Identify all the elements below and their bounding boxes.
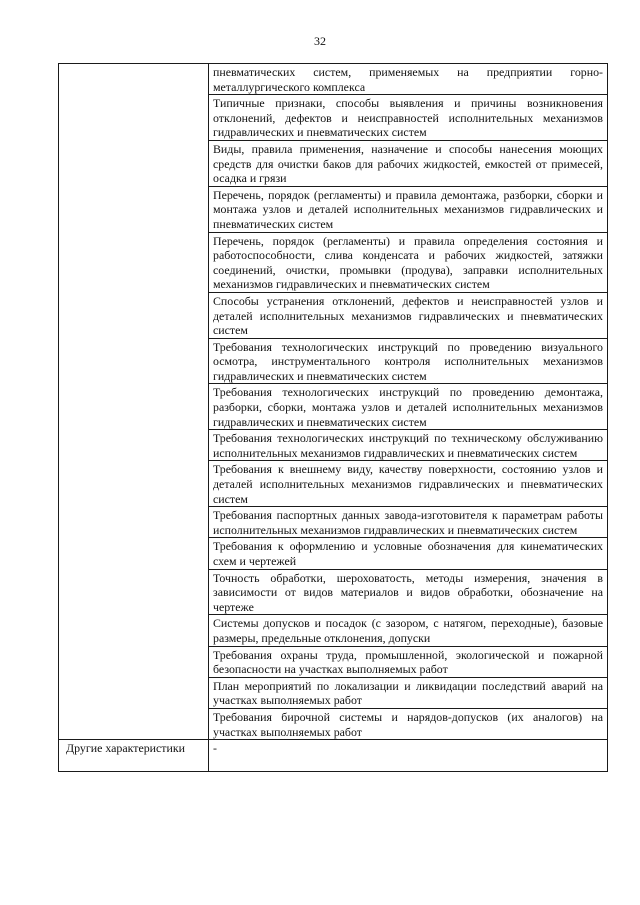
requirement-cell: Системы допусков и посадок (с зазором, с натягом, переходные), базовые размеры, предельные отклонения, допуски	[209, 615, 608, 646]
table-row-other	[59, 740, 608, 772]
requirement-cell: Требования бирочной системы и нарядов-допусков (их аналогов) на участках выполняемых работ	[209, 708, 608, 739]
requirement-cell: Требования технологических инструкций по техническому обслуживанию исполнительных механизмов гидравлических и пневматических систем	[209, 430, 608, 461]
requirement-cell: Требования к оформлению и условные обозначения для кинематических схем и чертежей	[209, 538, 608, 569]
other-characteristics-label: Другие характеристики	[59, 740, 209, 772]
requirement-cell: пневматических систем, применяемых на предприятии горно-металлургического комплекса	[209, 64, 608, 95]
requirement-cell: План мероприятий по локализации и ликвидации последствий аварий на участках выполняемых работ	[209, 677, 608, 708]
table-row	[59, 64, 608, 95]
requirement-cell: Виды, правила применения, назначение и способы нанесения моющих средств для очистки баков для рабочих жидкостей, емкостей от примесей, осадка и грязи	[209, 140, 608, 186]
requirement-cell: Требования технологических инструкций по проведению визуального осмотра, инструментального контроля исполнительных механизмов гидравлических и пневматических систем	[209, 338, 608, 384]
requirement-cell: Способы устранения отклонений, дефектов и неисправностей узлов и деталей исполнительных механизмов гидравлических и пневматических систем	[209, 292, 608, 338]
page-number: 32	[314, 34, 326, 48]
knowledge-table	[58, 63, 608, 772]
requirement-cell: Требования технологических инструкций по проведению демонтажа, разборки, сборки, монтажа узлов и деталей исполнительных механизмов гидравлических и пневматических систем	[209, 384, 608, 430]
requirement-cell: Требования к внешнему виду, качеству поверхности, состоянию узлов и деталей исполнительных механизмов гидравлических и пневматических систем	[209, 461, 608, 507]
requirement-cell: Точность обработки, шероховатость, методы измерения, значения в зависимости от видов материалов и видов обработки, обозначение на чертеже	[209, 569, 608, 615]
requirement-cell: Перечень, порядок (регламенты) и правила демонтажа, разборки, сборки и монтажа узлов и деталей исполнительных механизмов гидравлических и пневматических систем	[209, 186, 608, 232]
requirement-cell: Требования охраны труда, промышленной, экологической и пожарной безопасности на участках выполняемых работ	[209, 646, 608, 677]
requirement-cell: Требования паспортных данных завода-изготовителя к параметрам работы исполнительных механизмов гидравлических и пневматических систем	[209, 507, 608, 538]
other-characteristics-value: -	[209, 740, 608, 772]
section-label-cell	[59, 64, 209, 740]
requirement-cell: Типичные признаки, способы выявления и причины возникновения отклонений, дефектов и неисправностей исполнительных механизмов гидравлических и пневматических систем	[209, 95, 608, 141]
requirement-cell: Перечень, порядок (регламенты) и правила определения состояния и работоспособности, слива конденсата и рабочих жидкостей, затяжки соединений, очистки, промывки (продува), заправки исполнительных механизмов гидравлических и пневматических систем	[209, 232, 608, 292]
